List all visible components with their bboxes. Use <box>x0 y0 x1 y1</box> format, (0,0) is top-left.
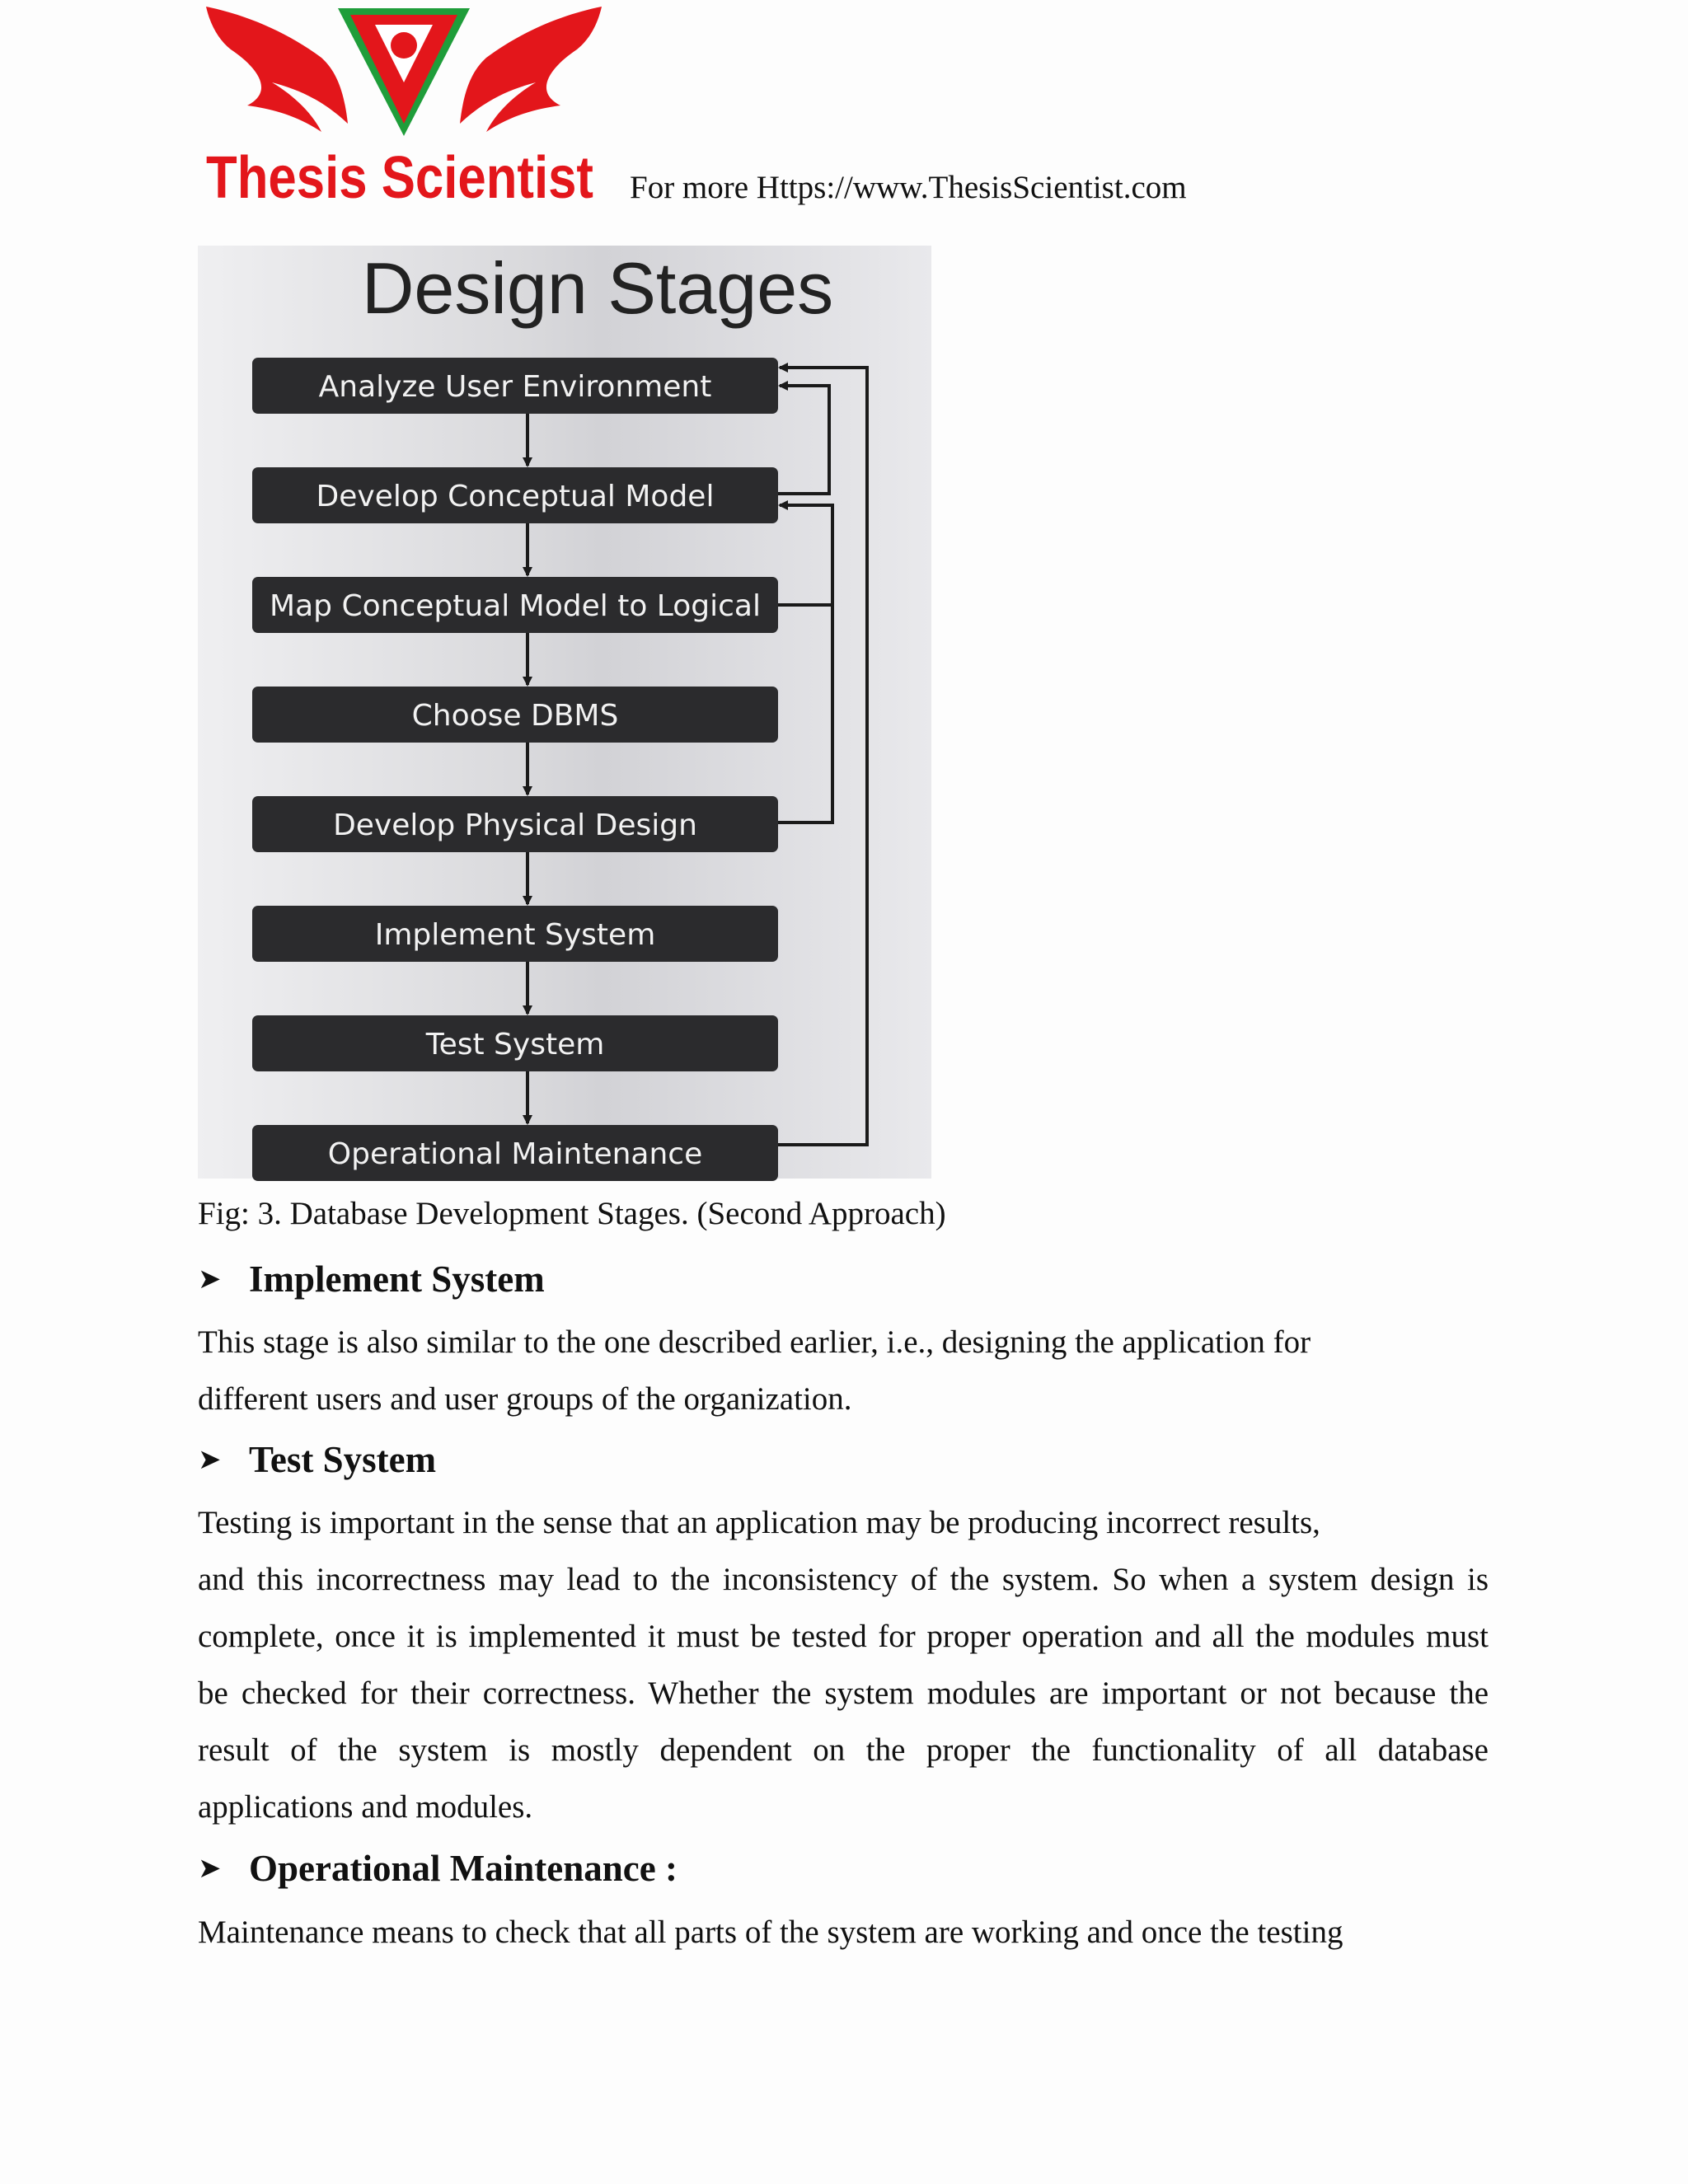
paragraph-line: Testing is important in the sense that an application may be producing incorrect results, <box>198 1505 1320 1540</box>
header-website-link[interactable]: For more Https://www.ThesisScientist.com <box>630 170 1187 205</box>
heading-operational-maintenance <box>198 1847 678 1890</box>
paragraph-test-system <box>198 1494 1489 1835</box>
stage-box <box>252 687 778 743</box>
figure-title: Design Stages <box>361 247 834 329</box>
paragraph-line: applications and modules. <box>198 1789 533 1825</box>
stage-label: Implement System <box>374 918 656 952</box>
stage-label: Operational Maintenance <box>327 1137 703 1171</box>
arrow-bullet-icon: ➤ <box>198 1854 222 1884</box>
feedback-arrow <box>778 505 832 823</box>
stage-box <box>252 467 778 523</box>
stage-box <box>252 1015 778 1071</box>
heading-text: Test System <box>249 1439 437 1480</box>
heading-implement-system <box>198 1258 545 1301</box>
stage-boxes <box>252 358 778 1181</box>
stage-label: Analyze User Environment <box>318 370 712 404</box>
paragraph-implement-system <box>198 1314 1489 1427</box>
stage-label: Test System <box>425 1028 605 1062</box>
heading-text: Operational Maintenance : <box>249 1848 678 1889</box>
figure-caption: Fig: 3. Database Development Stages. (Second Approach) <box>198 1196 946 1231</box>
heading-test-system <box>198 1438 436 1481</box>
heading-text: Implement System <box>249 1258 545 1300</box>
thesis-scientist-logo <box>198 0 610 216</box>
paragraph-line: Maintenance means to check that all parts of the system are working and once the testing <box>198 1915 1343 1950</box>
paragraph-line: different users and user groups of the organization. <box>198 1381 852 1417</box>
design-stages-figure <box>198 246 931 1179</box>
stage-label: Choose DBMS <box>411 699 619 733</box>
paragraph-line: complete, once it is implemented it must be tested for proper operation and all the modules must <box>198 1619 1489 1654</box>
paragraph-line: This stage is also similar to the one described earlier, i.e., designing the application for <box>198 1324 1311 1360</box>
stage-box <box>252 1125 778 1181</box>
stage-label: Develop Physical Design <box>333 808 697 842</box>
stage-box <box>252 906 778 962</box>
feedback-arrow <box>778 386 829 494</box>
stage-label: Map Conceptual Model to Logical <box>270 589 761 623</box>
stage-label: Develop Conceptual Model <box>316 480 715 513</box>
stage-box <box>252 577 778 633</box>
paragraph-line: result of the system is mostly dependent on the proper the functionality of all database <box>198 1732 1489 1768</box>
paragraph-line: and this incorrectness may lead to the inconsistency of the system. So when a system design is <box>198 1562 1489 1597</box>
stage-box <box>252 796 778 852</box>
logo-text: Thesis Scientist <box>206 145 594 211</box>
feedback-arrow <box>776 368 867 1145</box>
paragraph-operational-maintenance <box>198 1904 1489 1961</box>
arrow-bullet-icon: ➤ <box>198 1264 222 1295</box>
arrow-bullet-icon: ➤ <box>198 1445 222 1475</box>
paragraph-line: be checked for their correctness. Whether the system modules are important or not because the <box>198 1675 1489 1711</box>
stage-box <box>252 358 778 414</box>
